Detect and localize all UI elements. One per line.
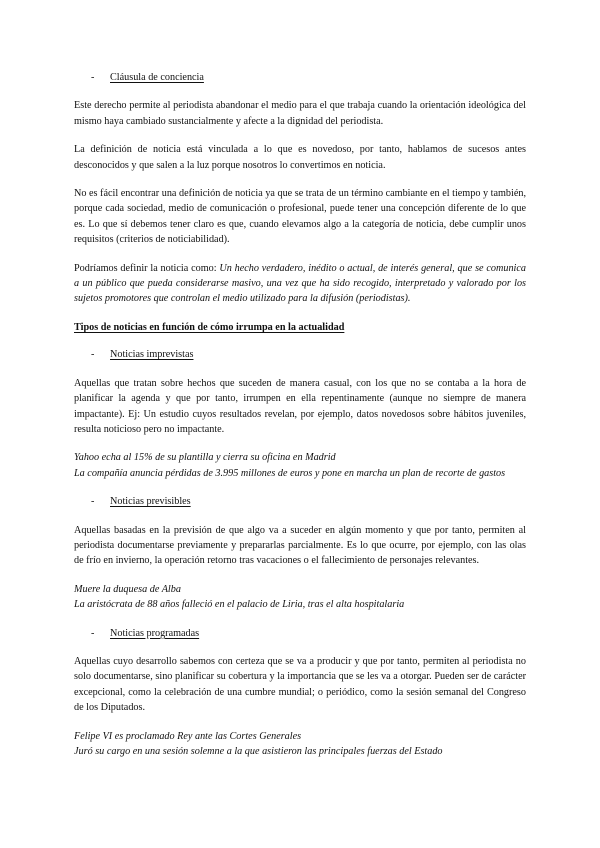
unforeseen-example-title: Yahoo echa al 15% de su plantilla y cierra su oficina en Madrid bbox=[74, 452, 336, 464]
bullet-dash: - bbox=[91, 72, 95, 83]
scheduled-example-title: Felipe VI es proclamado Rey ante las Cortes Generales bbox=[74, 730, 302, 742]
news-definition-paragraph-3 bbox=[74, 261, 526, 307]
foreseeable-example-title: Muere la duquesa de Alba bbox=[74, 583, 181, 595]
unforeseen-heading: Noticias imprevistas bbox=[110, 349, 194, 361]
scheduled-heading: Noticias programadas bbox=[110, 627, 200, 639]
bullet-unforeseen bbox=[74, 347, 526, 362]
unforeseen-paragraph: Aquellas que tratan sobre hechos que suceden de manera casual, con los que no se contaba a la hora de planificar la agenda y que por tanto, irrumpen en ella repentinamente (aunque no siempre de manera impactante). Ej: Un estudio cuyos resultados revelan, por ejemplo, datos novedosos sobre hábitos juveniles, resulta noticioso pero no impactante. bbox=[74, 377, 526, 435]
foreseeable-heading: Noticias previsibles bbox=[110, 496, 191, 508]
foreseeable-example-lead: La aristócrata de 88 años falleció en el palacio de Liria, tras el alta hospitalaria bbox=[74, 599, 405, 611]
news-definition-quote: Un hecho verdadero, inédito o actual, de interés general, que se comunica a un público que pueda considerarse masivo, una vez que ha sido recogido, interpretado y valorado por los sujetos promotores que controlan el medio utilizado para la difusión (periodistas). bbox=[74, 262, 526, 305]
foreseeable-paragraph: Aquellas basadas en la previsión de que algo va a suceder en algún momento y que por tanto, permiten al periodista documentarse previamente y prepararlas parcialmente. Es lo que ocurre, por ejemplo, con las olas de frío en invierno, la operación retorno tras vacaciones o el fallecimiento de personajes relevantes. bbox=[74, 524, 526, 567]
bullet-dash: - bbox=[91, 627, 95, 639]
bullet-dash: - bbox=[91, 496, 95, 508]
scheduled-example bbox=[74, 729, 526, 760]
unforeseen-example bbox=[74, 450, 526, 481]
news-definition-paragraph-1: La definición de noticia está vinculada a lo que es novedoso, por tanto, hablamos de sucesos antes desconocidos y que salen a la luz porque nosotros lo convertimos en noticia. bbox=[74, 144, 526, 171]
foreseeable-example bbox=[74, 582, 526, 613]
bullet-dash: - bbox=[91, 349, 95, 361]
types-section-heading: Tipos de noticias en función de cómo irrumpa en la actualidad bbox=[74, 321, 345, 333]
clause-paragraph: Este derecho permite al periodista abandonar el medio para el que trabaja cuando la orientación ideológica del mismo haya cambiado sustancialmente y afecte a la dignidad del periodista. bbox=[74, 100, 526, 127]
news-definition-intro: Podríamos definir la noticia como: bbox=[74, 262, 220, 274]
bullet-clause-heading bbox=[74, 70, 526, 85]
bullet-scheduled bbox=[74, 626, 526, 641]
news-definition-paragraph-2: No es fácil encontrar una definición de noticia ya que se trata de un término cambiante en el tiempo y también, porque cada sociedad, medio de comunicación o profesional, puede tener una concepción diferente de lo que es. Lo que sí debemos tener claro es que, cuando elevamos algo a la categoría de noticia, debe cumplir unos requisitos (criterios de noticiabilidad). bbox=[74, 188, 526, 246]
document-page bbox=[74, 70, 526, 772]
scheduled-example-lead: Juró su cargo en una sesión solemne a la que asistieron las principales fuerzas del Estado bbox=[74, 746, 443, 757]
unforeseen-example-lead: La compañía anuncia pérdidas de 3.995 millones de euros y pone en marcha un plan de recorte de gastos bbox=[74, 467, 506, 479]
bullet-foreseeable bbox=[74, 494, 526, 509]
clause-heading: Cláusula de conciencia bbox=[110, 72, 204, 83]
scheduled-paragraph: Aquellas cuyo desarrollo sabemos con certeza que se va a producir y que por tanto, permiten al periodista no solo documentarse, sino planificar su cobertura y la importancia que se les va a otorgar. Pueden ser de carácter excepcional, como la celebración de una cumbre mundial; o periódico, como la sesión semanal del Congreso de los Diputados. bbox=[74, 655, 526, 714]
